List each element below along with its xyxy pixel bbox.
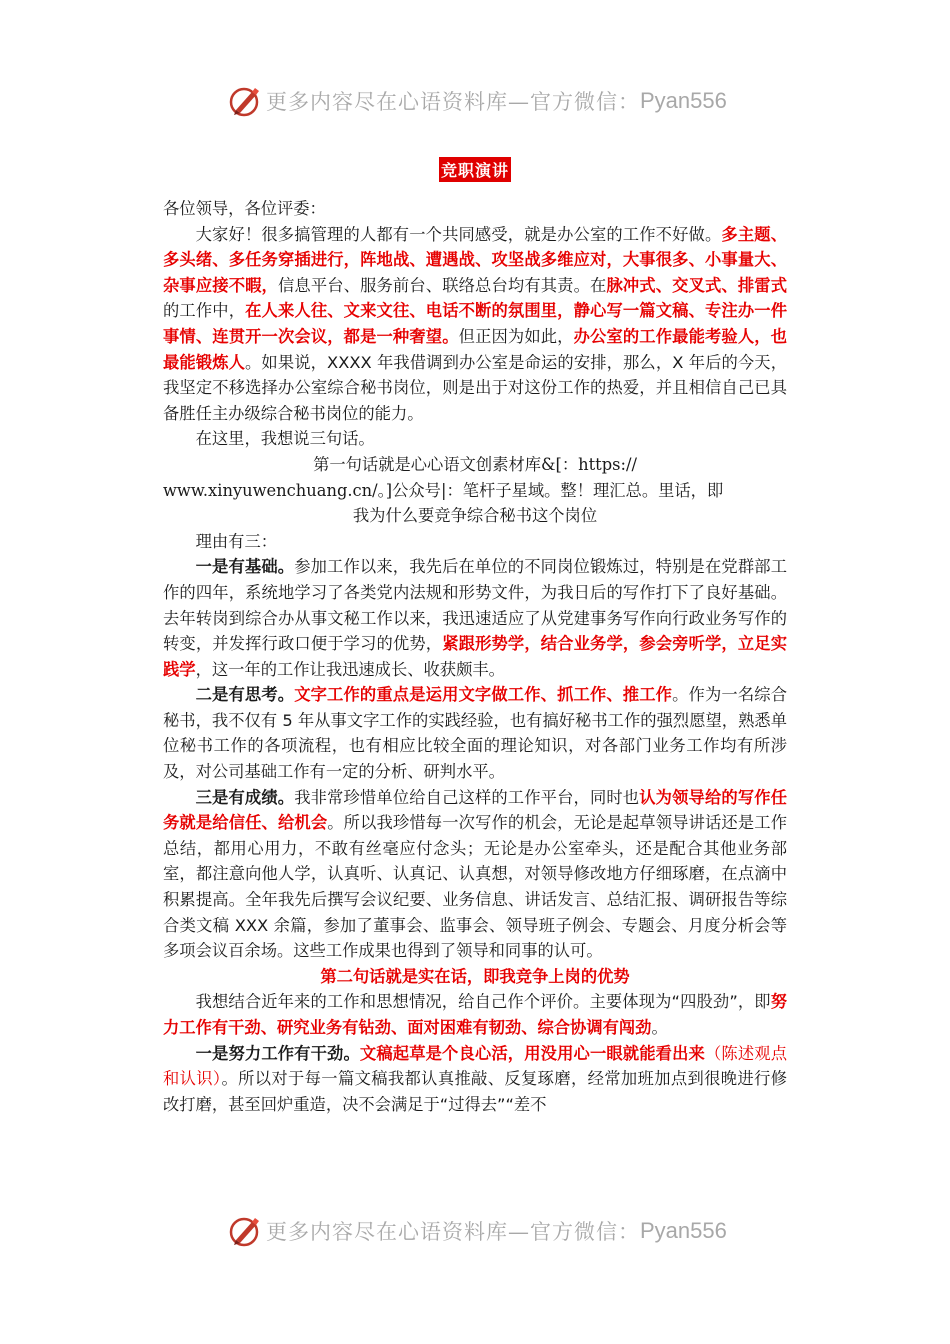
reason-3-head: 三是有成绩。: [195, 787, 295, 807]
intro-text-3: 的工作中，: [163, 301, 246, 321]
pen-logo-icon: [228, 84, 262, 118]
intro-emphasis-4: 办公室的工作最能考验人，也最能锻炼人: [163, 326, 787, 372]
point-1-text: 。所以对于每一篇文稿我都认真推敲、反复琢磨，经常加班加点到很晚进行修改打磨，甚至回炉重造，决不会满足于“过得去”“差不: [163, 1069, 787, 1114]
reason-1-text-2: ，这一年的工作让我迅速成长、收获颇丰。: [195, 659, 505, 679]
intro-emphasis-2: 脉冲式、交叉式、排雷式: [606, 275, 787, 295]
first-sentence-b: www.xinyuwenchuang.cn/。]公众号|：笔杆子星域。整！理汇总。里话，即: [163, 480, 724, 500]
reason-1-emphasis: 紧跟形势学，结合业务学，参会旁听学，立足实践学: [163, 634, 787, 679]
reason-3-text-2: 。所以我珍惜每一次写作的机会，无论是起草领导讲话还是工作总结，都用心用力，不敢有丝毫应付念头；无论是办公室牵头，还是配合其他业务部室，都注意向他人学，认真听、认真记、认真想，对领导修改地方仔细琢磨，在点滴中积累提高。全年我先后撰写会议纪要、业务信息、讲话发言、总结汇报、调研报告等综合类文稿 XXX 余篇，参加了董事会、监事会、领导班子例会、专题会、月度分析会等多项会议百余场。这些工作成果也得到了领导和同事的认可。: [163, 813, 787, 961]
point-1-paragraph: [163, 1041, 787, 1118]
intro-paragraph: [163, 222, 787, 427]
reason-2-paragraph: [163, 682, 787, 784]
intro-emphasis-1: 多主题、多头绪、多任务穿插进行，阵地战、遭遇战、攻坚战多维应对，大事很多、小事量大、杂事应接不暇，: [163, 224, 787, 295]
intro-emphasis-3: 在人来人往、文来文往、电话不断的氛围里，静心写一篇文稿、专注办一件事情、连贯开一次会议，都是一种奢望。: [163, 301, 787, 346]
point-1-head: 一是努力工作有干劲。: [195, 1043, 360, 1063]
salutation: 各位领导，各位评委：: [163, 199, 326, 218]
reason-1-paragraph: [163, 554, 787, 682]
intro-text-5: 。如果说，XXXX 年我借调到办公室是命运的安排，那么，X 年后的今天，我坚定不移选择办公室综合秘书岗位，则是出于对这份工作的热爱，并且相信自己已具备胜任主办级综合秘书岗位的能力。: [163, 352, 787, 423]
reason-3-text-1: 我非常珍惜单位给自己这样的工作平台，同时也: [294, 787, 640, 807]
reasons-intro: 理由有三：: [195, 531, 278, 551]
point-1-emphasis: 文稿起草是个良心活，用没用心一眼就能看出来: [359, 1043, 705, 1063]
evaluation-emphasis: 努力工作有干劲、研究业务有钻劲、面对困难有韧劲、综合协调有闯劲: [163, 992, 787, 1037]
reason-2-head: 二是有思考。: [195, 685, 295, 705]
evaluation-text-2: 。: [651, 1018, 668, 1037]
evaluation-paragraph: [163, 989, 787, 1040]
intro-text-2: 信息平台、服务前台、联络总台均有其责。在: [277, 275, 607, 295]
reason-1-head: 一是有基础。: [195, 557, 295, 577]
reason-1-text-1: 参加工作以来，我先后在单位的不同岗位锻炼过，特别是在党群部工作的四年，系统地学习了各类党内法规和形势文件，为我日后的写作打下了良好基础。去年转岗到综合办从事文秘工作以来，我迅速适应了从党建事务写作向行政业务写作的转变，并发挥行政口便于学习的优势，: [163, 557, 787, 654]
intro-text-4: 但正因为如此，: [458, 326, 574, 346]
banner-text: 更多内容尽在心语资料库—官方微信：: [266, 1220, 640, 1244]
point-1-note: （陈述观点和认识）: [163, 1043, 787, 1089]
banner-wechat-id: Pyan556: [640, 1218, 727, 1243]
pen-logo-icon: [228, 1214, 262, 1248]
banner-text: 更多内容尽在心语资料库—官方微信：: [266, 90, 640, 114]
first-sentence-line-3: [163, 503, 787, 529]
first-sentence-line-1: [163, 452, 787, 478]
first-sentence-c: 我为什么要竞争综合秘书这个岗位: [352, 506, 598, 526]
intro-text-1: 大家好！很多搞管理的人都有一个共同感受，就是办公室的工作不好做。: [195, 224, 722, 244]
reason-2-emphasis: 文字工作的重点是运用文字做工作、抓工作、推工作: [294, 685, 673, 705]
reason-2-text: 。作为一名综合秘书，我不仅有 5 年从事文字工作的实践经验，也有搞好秘书工作的强烈愿望，熟悉单位秘书工作的各项流程，也有相应比较全面的理论知识，对各部门业务工作均有所涉及，对公司基础工作有一定的分析、研判水平。: [163, 685, 787, 782]
first-sentence-line-2: [163, 478, 787, 504]
document-body: [163, 196, 787, 1117]
banner-wechat-id: Pyan556: [640, 88, 727, 113]
title-wrap: [0, 157, 950, 182]
header-banner: [0, 80, 950, 124]
document-title: 竞职演讲: [439, 157, 511, 182]
reason-3-paragraph: [163, 785, 787, 964]
reason-3-emphasis: 认为领导给的写作任务就是给信任、给机会: [163, 787, 787, 833]
second-sentence-heading: 第二句话就是实在话，即我竞争上岗的优势: [320, 966, 630, 986]
three-sentences-line: 在这里，我想说三句话。: [195, 429, 375, 449]
footer-banner: [0, 1210, 950, 1254]
evaluation-text-1: 我想结合近年来的工作和思想情况，给自己作个评价。主要体现为“四股劲”，即: [195, 992, 771, 1012]
first-sentence-a: 第一句话就是心心语文创素材库&[：https://: [313, 454, 637, 474]
